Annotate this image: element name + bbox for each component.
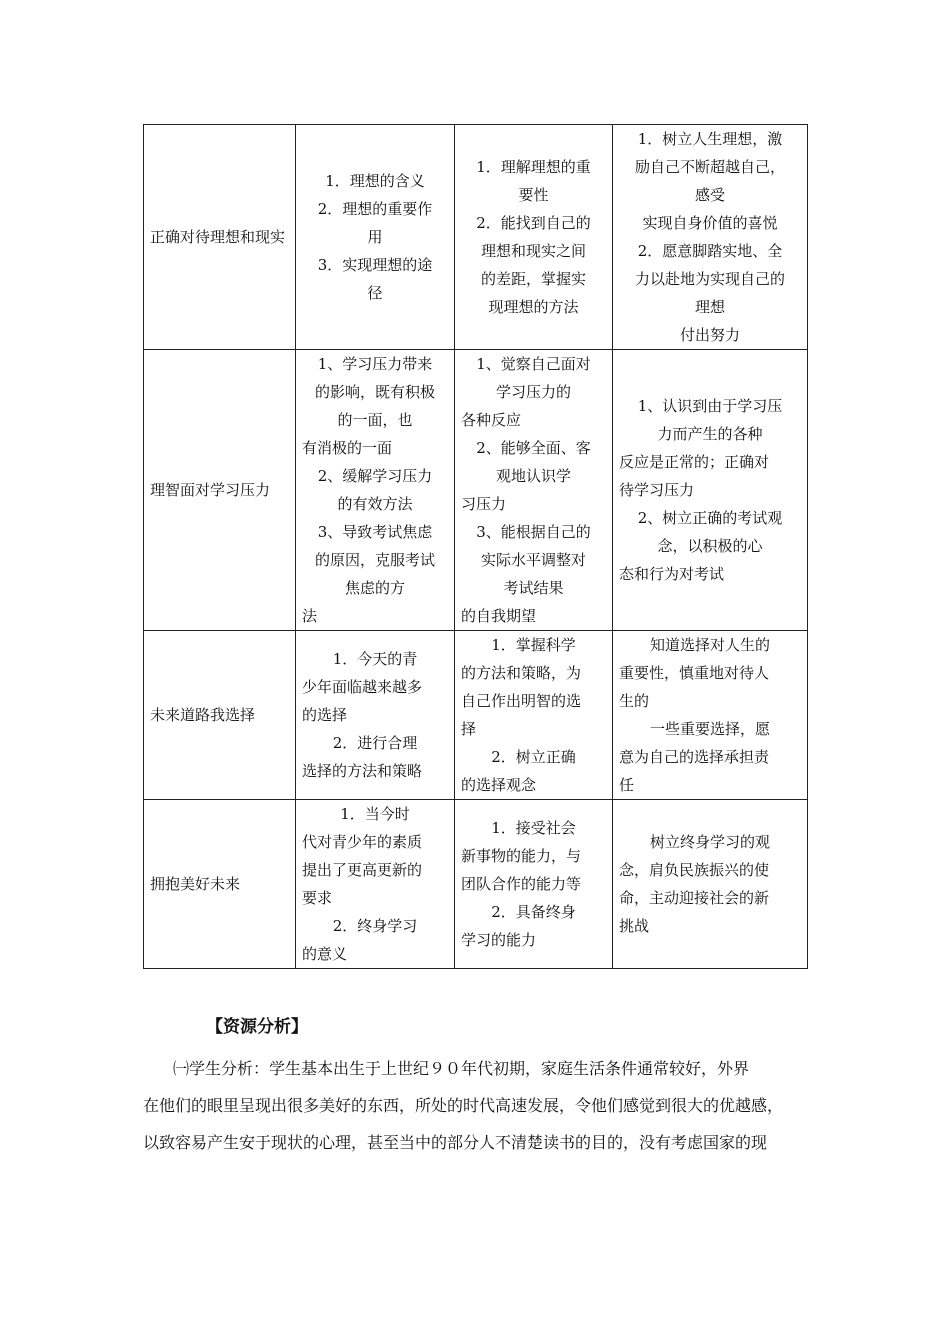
- topic-cell: 理智面对学习压力: [144, 350, 296, 631]
- attitude-cell: 树立终身学习的观 念，肩负民族振兴的使 命，主动迎接社会的新 挑战: [613, 800, 808, 969]
- table-row: [144, 125, 808, 350]
- knowledge-cell: 1、学习压力带来 的影响，既有积极 的一面，也 有消极的一面 2、缓解学习压力 的有效方法 3、导致考试焦虑 的原因，克服考试 焦虑的方 法: [296, 350, 455, 631]
- knowledge-cell: 1．今天的青 少年面临越来越多 的选择 2．进行合理 选择的方法和策略: [296, 631, 455, 800]
- table-row: [144, 800, 808, 969]
- knowledge-cell: 1．理想的含义 2．理想的重要作 用 3．实现理想的途 径: [296, 125, 455, 350]
- ability-cell: 1．掌握科学 的方法和策略，为 自己作出明智的选 择 2．树立正确 的选择观念: [455, 631, 613, 800]
- paragraph-line: ㈠学生分析：学生基本出生于上世纪９０年代初期，家庭生活条件通常较好，外界: [173, 1059, 750, 1078]
- topic-cell: 未来道路我选择: [144, 631, 296, 800]
- table-row: [144, 631, 808, 800]
- knowledge-cell: 1．当今时 代对青少年的素质 提出了更高更新的 要求 2．终身学习 的意义: [296, 800, 455, 969]
- topic-cell: 正确对待理想和现实: [144, 125, 296, 350]
- resource-analysis-paragraph: [143, 1050, 807, 1161]
- attitude-cell: 1．树立人生理想，激 励自己不断超越自己， 感受 实现自身价值的喜悦 2．愿意脚踏实地、全 力以赴地为实现自己的 理想 付出努力: [613, 125, 808, 350]
- table-row: [144, 350, 808, 631]
- section-heading: 【资源分析】: [206, 1017, 308, 1037]
- ability-cell: 1．接受社会 新事物的能力，与 团队合作的能力等 2．具备终身 学习的能力: [455, 800, 613, 969]
- attitude-cell: 知道选择对人生的 重要性，慎重地对待人 生的 一些重要选择，愿 意为自己的选择承担责 任: [613, 631, 808, 800]
- ability-cell: 1、觉察自己面对 学习压力的 各种反应 2、能够全面、客 观地认识学 习压力 3、能根据自己的 实际水平调整对 考试结果 的自我期望: [455, 350, 613, 631]
- attitude-cell: 1、认识到由于学习压 力而产生的各种 反应是正常的；正确对 待学习压力 2、树立正确的考试观 念，以积极的心 态和行为对考试: [613, 350, 808, 631]
- ability-cell: 1．理解理想的重 要性 2．能找到自己的 理想和现实之间 的差距，掌握实 现理想的方法: [455, 125, 613, 350]
- curriculum-table: [143, 124, 808, 969]
- topic-cell: 拥抱美好未来: [144, 800, 296, 969]
- paragraph-line: 在他们的眼里呈现出很多美好的东西，所处的时代高速发展，令他们感觉到很大的优越感，: [143, 1096, 784, 1115]
- paragraph-line: 以致容易产生安于现状的心理，甚至当中的部分人不清楚读书的目的，没有考虑国家的现: [143, 1133, 768, 1152]
